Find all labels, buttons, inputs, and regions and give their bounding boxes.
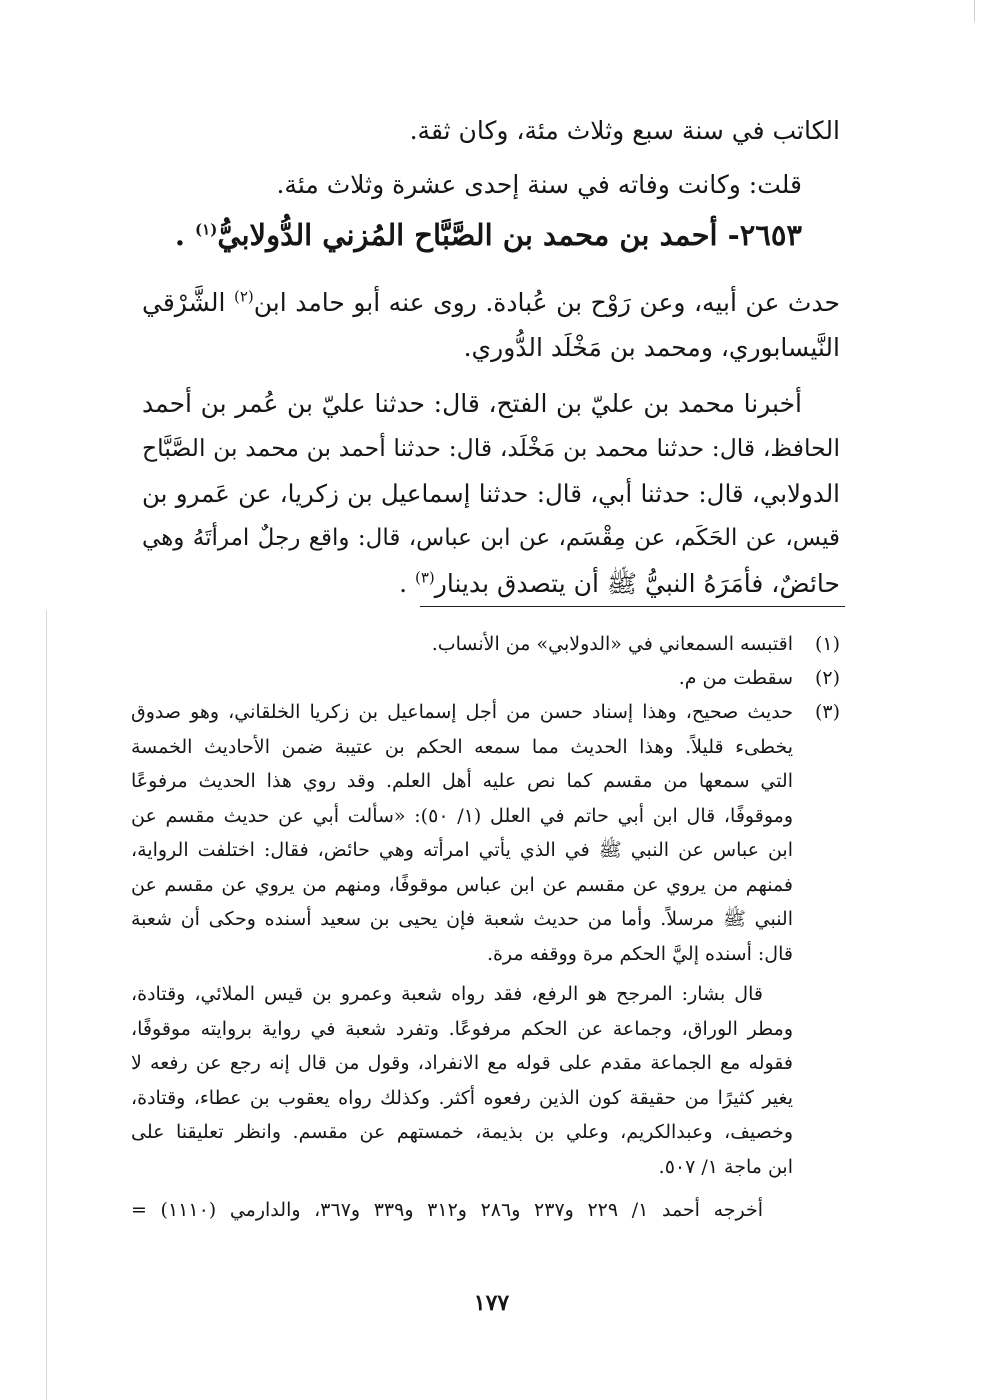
- hadith-line-5-a: حائضٌ، فأمَرَهُ النبيُّ ﷺ أن يتصدق بدينار: [434, 569, 840, 598]
- footnote-1-number: (١): [814, 633, 840, 655]
- footnote-3-line-2: يخطىء قليلاً. وهذا الحديث مما سمعه الحكم بن عتيبة ضمن الأحاديث الخمسة: [131, 735, 793, 758]
- footnote-3-body: [131, 695, 793, 971]
- scan-edge-mark: [974, 0, 975, 22]
- footnote-ref-1: (١): [195, 220, 218, 239]
- continuation-line: [142, 108, 840, 153]
- entry-heading-line: [142, 212, 802, 258]
- author-note-text: قلت: وكانت وفاته في سنة إحدى عشرة وثلاث مئة.: [276, 170, 802, 199]
- footnote-2-text: سقطت من م.: [678, 667, 793, 689]
- footnote-ref-3: (٣): [414, 568, 435, 587]
- editor-comment-line-3: فقوله مع الجماعة مقدم على قوله مع الانفراد، وقول من قال إنه رجع عن رفعه لا: [131, 1052, 793, 1074]
- entry-heading: [142, 212, 840, 258]
- author-note: [142, 162, 840, 207]
- footnote-3: [130, 695, 840, 971]
- footnote-3-line-8: قال: أسنده إليَّ الحكم مرة ووقفه مرة.: [486, 942, 793, 965]
- editor-comment-line-4: يغير كثيرًا من حقيقة كون الذين رفعوه أكثر. وكذلك رواه يعقوب بن عطاء، وقتادة،: [131, 1086, 793, 1109]
- hadith-paragraph: [142, 381, 840, 606]
- entry-heading-text: ٢٦٥٣- أحمد بن محمد بن الصَّبَّاح المُزني الدُّولابيُّ: [217, 218, 802, 252]
- scan-spine-line: [46, 610, 47, 1400]
- continuation-text: الكاتب في سنة سبع وثلاث مئة، وكان ثقة.: [409, 116, 840, 145]
- hadith-line-5: [142, 561, 840, 606]
- hadith-line-1: أخبرنا محمد بن عليّ بن الفتح، قال: حدثنا عليّ بن عُمر بن أحمد: [142, 389, 802, 418]
- entry-heading-end: .: [174, 218, 196, 252]
- footnote-3-number: (٣): [814, 701, 840, 723]
- footnote-2-number: (٢): [814, 667, 840, 689]
- biography-line-2: النَّيسابوري، ومحمد بن مَخْلَد الدُّوري.: [463, 333, 840, 362]
- hadith-line-3: الدولابي، قال: حدثنا أبي، قال: حدثنا إسماعيل بن زكريا، عن عَمرو بن: [142, 479, 840, 508]
- footnote-3-line-3: التي سمعها من مقسم كما نص عليه أهل العلم. وقد روي هذا الحديث مرفوعًا: [131, 770, 793, 792]
- takhrij-line: أخرجه أحمد ١/ ٢٢٩ و٢٣٧ و٢٨٦ و٣١٢ و٣٣٩ و٣٦٧، والدارمي (١١١٠) =: [131, 1199, 764, 1221]
- hadith-line-5-b: .: [399, 569, 415, 598]
- biography-line-1-a: حدث عن أبيه، وعن رَوْح بن عُبادة. روى عنه أبو حامد ابن: [253, 288, 840, 317]
- footnote-3-line-4: وموقوفًا، قال ابن أبي حاتم في العلل (١/ ٥٠): «سألت أبي عن حديث مقسم عن: [131, 804, 793, 827]
- footnote-1-text: اقتبسه السمعاني في «الدولابي» من الأنساب.: [431, 633, 793, 655]
- footnote-3-editor-comment: [131, 977, 793, 1184]
- footnote-1: [130, 627, 840, 662]
- footnote-ref-2: (٢): [233, 287, 254, 306]
- biography-paragraph: [142, 280, 840, 370]
- footnote-separator: [420, 606, 845, 607]
- editor-comment-line-6: ابن ماجة ١/ ٥٠٧.: [658, 1155, 793, 1178]
- biography-line-1-b: الشَّرْقي: [142, 288, 234, 317]
- editor-comment-line-1: قال بشار: المرجح هو الرفع، فقد رواه شعبة وعمرو بن قيس الملائي، وقتادة،: [131, 983, 763, 1005]
- footnote-3-line-1: حديث صحيح، وهذا إسناد حسن من أجل إسماعيل بن زكريا الخلقاني، وهو صدوق: [131, 701, 793, 723]
- footnote-3-takhrij: [131, 1193, 793, 1228]
- hadith-line-4: قيس، عن الحَكَم، عن مِقْسَم، عن ابن عباس، قال: واقع رجلٌ امرأتَهُ وهي: [142, 525, 840, 551]
- footnote-3-line-5: ابن عباس عن النبي ﷺ في الذي يأتي امرأته وهي حائض، فقال: اختلفت الرواية،: [131, 839, 793, 861]
- hadith-line-2: الحافظ، قال: حدثنا محمد بن مَخْلَد، قال: حدثنا أحمد بن محمد بن الصَّبَّاح: [142, 434, 840, 462]
- biography-line-1: [142, 280, 840, 325]
- editor-comment-line-2: ومطر الوراق، وجماعة عن الحكم مرفوعًا. وتفرد شعبة في رواية بروايته موقوفًا،: [131, 1017, 793, 1040]
- footnote-2: [130, 661, 840, 696]
- editor-comment-line-5: وخصيف، وعبدالكريم، وعلي بن بذيمة، خمستهم عن مقسم. وانظر تعليقنا على: [131, 1121, 793, 1143]
- page-number: ١٧٧: [473, 1290, 510, 1316]
- footnote-3-line-6: فمنهم من يروي عن مقسم عن ابن عباس موقوفًا، ومنهم من يروي عن مقسم عن: [131, 873, 793, 896]
- footnote-3-line-7: النبي ﷺ مرسلاً. وأما من حديث شعبة فإن يحيى بن سعيد أسنده وحكى أن شعبة: [131, 908, 793, 930]
